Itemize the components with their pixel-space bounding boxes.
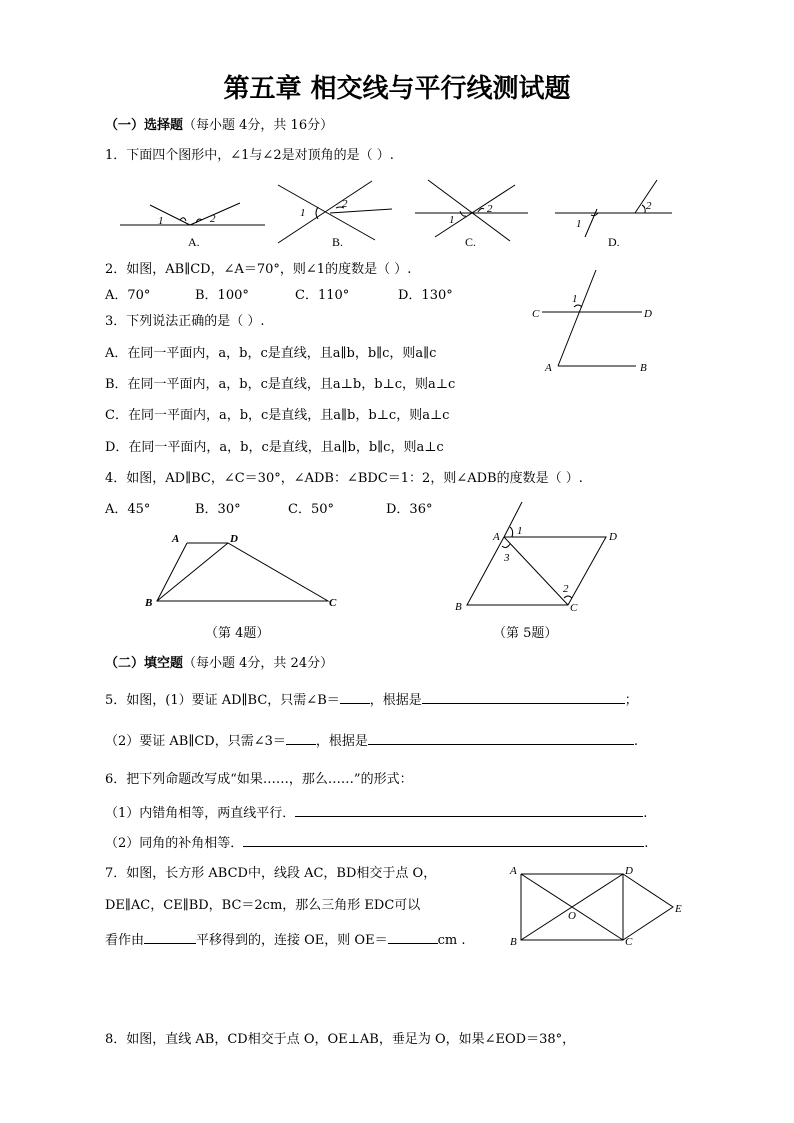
section-note: （每小题 4分，共 16分） <box>183 118 334 133</box>
q5-text-d: ，根据是 <box>315 734 368 749</box>
q4-label-c: C <box>329 597 337 609</box>
q6-blank-2[interactable] <box>243 834 644 847</box>
q1-b-ray <box>330 209 392 213</box>
q2-option-d: D．130° <box>398 288 453 303</box>
q6-blank-1[interactable] <box>295 804 643 817</box>
q7-blank-source[interactable] <box>144 931 196 944</box>
q4-trapezoid <box>157 543 328 601</box>
q5-text-a: 5．如图，(1）要证 AD∥BC，只需∠B＝ <box>105 693 340 708</box>
q2-figure <box>530 265 660 380</box>
q5-caption: （第 5题） <box>493 626 558 641</box>
q5-label-2: 2 <box>563 583 569 595</box>
question-3-stem: 3．下列说法正确的是（ ）. <box>105 314 265 329</box>
q7-text-b: 平移得到的，连接 OE，则 OE＝ <box>196 933 388 948</box>
q5-arc-1 <box>510 527 513 537</box>
q5-label-3: 3 <box>504 552 510 564</box>
question-2-stem: 2．如图，AB∥CD，∠A＝70°，则∠1的度数是（ ）. <box>105 262 412 277</box>
q5-arc-3 <box>502 544 510 548</box>
q5-figure <box>450 510 630 620</box>
q1-c-line2 <box>435 185 515 237</box>
q2-label-1: 1 <box>572 293 578 305</box>
q4-caption: （第 4题） <box>205 626 270 641</box>
q6-end-1: . <box>643 806 648 821</box>
q3-option-b: B．在同一平面内，a，b，c是直线，且a⊥b，b⊥c，则a⊥c <box>105 377 456 392</box>
q7-label-b: B <box>510 936 517 948</box>
q2-label-c: C <box>532 308 540 320</box>
section-title: （二）填空题 <box>105 656 184 671</box>
q7-figure <box>505 860 695 955</box>
q2-label-a: A <box>545 362 552 374</box>
q6-prop-2-text: （2）同角的补角相等． <box>105 836 244 851</box>
q1-a-ray1 <box>150 205 190 225</box>
q1-option-c-label: C. <box>465 235 477 249</box>
q6-prop-1 <box>105 804 647 822</box>
q1-a-label-2: 2 <box>210 213 216 225</box>
question-4-stem: 4．如图，AD∥BC，∠C＝30°，∠ADB：∠BDC＝1：2，则∠ADB的度数是（ ）. <box>105 471 583 486</box>
q1-option-a-label: A. <box>188 235 200 249</box>
q7-triangle-dec <box>623 874 673 940</box>
q1-option-d-label: D. <box>608 235 620 249</box>
q3-option-d: D．在同一平面内，a，b，c是直线，且a∥b，b∥c，则a⊥c <box>105 440 444 455</box>
q4-option-b: B．30° <box>195 502 241 517</box>
question-5-line-1 <box>105 691 638 709</box>
q1-d-arc2 <box>642 205 645 213</box>
q3-option-a: A．在同一平面内，a，b，c是直线，且a∥b，b∥c，则a∥c <box>105 346 437 361</box>
q2-option-b: B．100° <box>195 288 249 303</box>
q5-label-d: D <box>609 531 617 543</box>
q5-label-b: B <box>455 601 462 613</box>
section-note: （每小题 4分，共 24分） <box>183 656 334 671</box>
q1-d-label-1: 1 <box>576 218 582 230</box>
q2-option-c: C．110° <box>295 288 350 303</box>
q7-label-o: O <box>568 910 576 922</box>
section-title: （一）选择题 <box>105 118 184 133</box>
q1-c-line1 <box>428 180 510 241</box>
q7-text-a: 看作由 <box>105 933 145 948</box>
q2-option-a: A．70° <box>105 288 151 303</box>
q1-a-label-1: 1 <box>158 215 164 227</box>
q4-label-d: D <box>230 533 238 545</box>
q7-label-d: D <box>625 865 633 877</box>
q1-c-label-2: 2 <box>487 203 493 215</box>
q6-prop-1-text: （1）内错角相等，两直线平行． <box>105 806 296 821</box>
q4-label-b: B <box>145 597 153 609</box>
q1-b-label-1: 1 <box>300 207 306 219</box>
q5-blank-reason-1[interactable] <box>422 691 625 704</box>
q5-label-1: 1 <box>517 525 523 537</box>
q4-diagonal-bd <box>157 543 228 601</box>
q5-blank-angle-b[interactable] <box>340 691 370 704</box>
q7-blank-oe[interactable] <box>388 931 438 944</box>
q5-end-2: . <box>633 734 639 749</box>
q5-label-a: A <box>493 531 500 543</box>
q7-label-e: E <box>675 903 682 915</box>
q4-option-a: A．45° <box>105 502 151 517</box>
q2-label-d: D <box>644 308 652 320</box>
q5-blank-angle-3[interactable] <box>286 732 316 745</box>
q2-label-b: B <box>640 362 647 374</box>
q5-text-b: ，根据是 <box>369 693 422 708</box>
q5-diagonal-ac <box>504 537 568 605</box>
q1-option-b-label: B. <box>332 235 344 249</box>
q7-text-c: cm . <box>437 933 466 948</box>
q2-transversal <box>558 270 596 366</box>
q4-figure <box>140 528 350 613</box>
q2-angle-arc <box>574 305 582 307</box>
question-5-line-2 <box>105 732 638 750</box>
q1-b-line2 <box>278 181 372 243</box>
q1-d-label-2: 2 <box>646 200 652 212</box>
q1-b-line1 <box>278 185 375 240</box>
q1-c-label-1: 1 <box>449 214 455 226</box>
q1-c-arc1 <box>460 211 466 216</box>
q5-arc-2 <box>564 596 572 598</box>
q7-label-c: C <box>625 936 633 948</box>
question-7-line-3 <box>105 931 465 949</box>
q5-label-c: C <box>570 602 578 614</box>
q1-b-label-2: 2 <box>342 198 348 210</box>
q5-end-1: ； <box>624 693 638 708</box>
question-8-stem: 8．如图，直线 AB，CD相交于点 O，OE⊥AB，垂足为 O，如果∠EOD＝38°， <box>105 1032 576 1047</box>
question-7-line-1: 7．如图，长方形 ABCD中，线段 AC，BD相交于点 O， <box>105 866 437 881</box>
question-1-stem: 1．下面四个图形中，∠1与∠2是对顶角的是（ ）. <box>105 148 394 163</box>
section-heading-fill <box>105 656 333 672</box>
section-heading-choice <box>105 118 333 134</box>
q7-label-a: A <box>510 865 517 877</box>
q1-figures <box>100 175 700 255</box>
page-title: 第五章 相交线与平行线测试题 <box>223 74 571 104</box>
q4-label-a: A <box>172 533 180 545</box>
q6-prop-2 <box>105 834 648 852</box>
question-6-stem: 6．把下列命题改写成“如果……，那么……”的形式： <box>105 772 413 787</box>
q4-option-c: C．50° <box>288 502 334 517</box>
question-7-line-2: DE∥AC，CE∥BD，BC＝2cm，那么三角形 EDC可以 <box>105 898 421 913</box>
q5-text-c: （2）要证 AB∥CD，只需∠3＝ <box>105 734 286 749</box>
q6-end-2: . <box>644 836 649 851</box>
q5-blank-reason-2[interactable] <box>368 732 634 745</box>
q4-option-d: D．36° <box>386 502 433 517</box>
q3-option-c: C．在同一平面内，a，b，c是直线，且a∥b，b⊥c，则a⊥c <box>105 408 450 423</box>
